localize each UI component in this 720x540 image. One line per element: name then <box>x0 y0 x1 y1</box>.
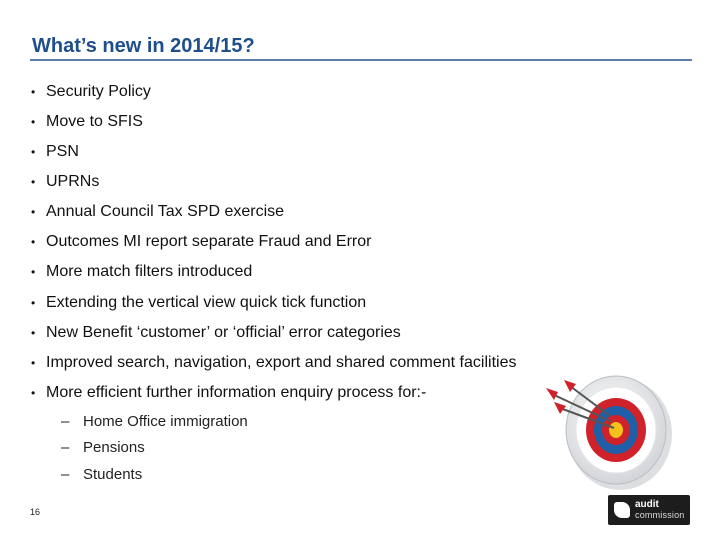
sub-bullet-marker: – <box>61 413 70 430</box>
bullet-text: Outcomes MI report separate Fraud and Error <box>46 233 372 250</box>
slide-title: What’s new in 2014/15? <box>32 35 255 57</box>
sub-bullet-marker: – <box>61 466 70 483</box>
bullet-text: PSN <box>46 143 79 160</box>
bullet-item <box>31 110 143 134</box>
bullet-item <box>31 140 79 164</box>
bullet-marker: • <box>31 205 36 219</box>
bullet-item <box>31 291 366 315</box>
bullet-item <box>31 351 516 375</box>
bullet-item <box>31 230 371 254</box>
bullet-text: Security Policy <box>46 83 151 100</box>
bullet-item <box>31 260 252 284</box>
bullet-text: UPRNs <box>46 173 100 190</box>
bullet-item <box>31 200 284 224</box>
target-with-darts-icon <box>540 372 680 507</box>
logo-wordmark <box>635 500 685 520</box>
sub-bullet-text: Students <box>83 466 143 483</box>
sub-bullet-text: Pensions <box>83 439 145 456</box>
bullet-marker: • <box>31 85 36 99</box>
bullet-item <box>31 321 401 345</box>
bullet-text: New Benefit ‘customer’ or ‘official’ error categories <box>46 324 401 341</box>
sub-bullet-item <box>61 465 142 485</box>
bullet-item <box>31 80 151 104</box>
sub-bullet-text: Home Office immigration <box>83 413 248 430</box>
bullet-text: More efficient further information enquiry process for:- <box>46 384 427 401</box>
bullet-item <box>31 381 426 405</box>
logo-line-2: commission <box>635 510 685 520</box>
bullet-marker: • <box>31 235 36 249</box>
title-underline <box>30 59 692 61</box>
sub-bullet-item <box>61 438 145 458</box>
bullet-text: Improved search, navigation, export and shared comment facilities <box>46 354 517 371</box>
bullet-text: Move to SFIS <box>46 113 143 130</box>
bullet-text: More match filters introduced <box>46 263 253 280</box>
bullet-item <box>31 170 99 194</box>
bullet-text: Extending the vertical view quick tick function <box>46 294 367 311</box>
page-number: 16 <box>30 507 41 517</box>
bullet-marker: • <box>31 356 36 370</box>
bullet-marker: • <box>31 175 36 189</box>
bullet-marker: • <box>31 296 36 310</box>
bullet-marker: • <box>31 326 36 340</box>
bullet-marker: • <box>31 145 36 159</box>
logo-line-1: audit <box>635 499 659 510</box>
bullet-marker: • <box>31 265 36 279</box>
bullet-text: Annual Council Tax SPD exercise <box>46 203 285 220</box>
bullet-marker: • <box>31 386 36 400</box>
audit-commission-logo <box>608 495 690 525</box>
sub-bullet-marker: – <box>61 439 70 456</box>
bullet-marker: • <box>31 115 36 129</box>
sub-bullet-item <box>61 412 248 432</box>
audit-commission-logo-mark <box>614 502 630 518</box>
